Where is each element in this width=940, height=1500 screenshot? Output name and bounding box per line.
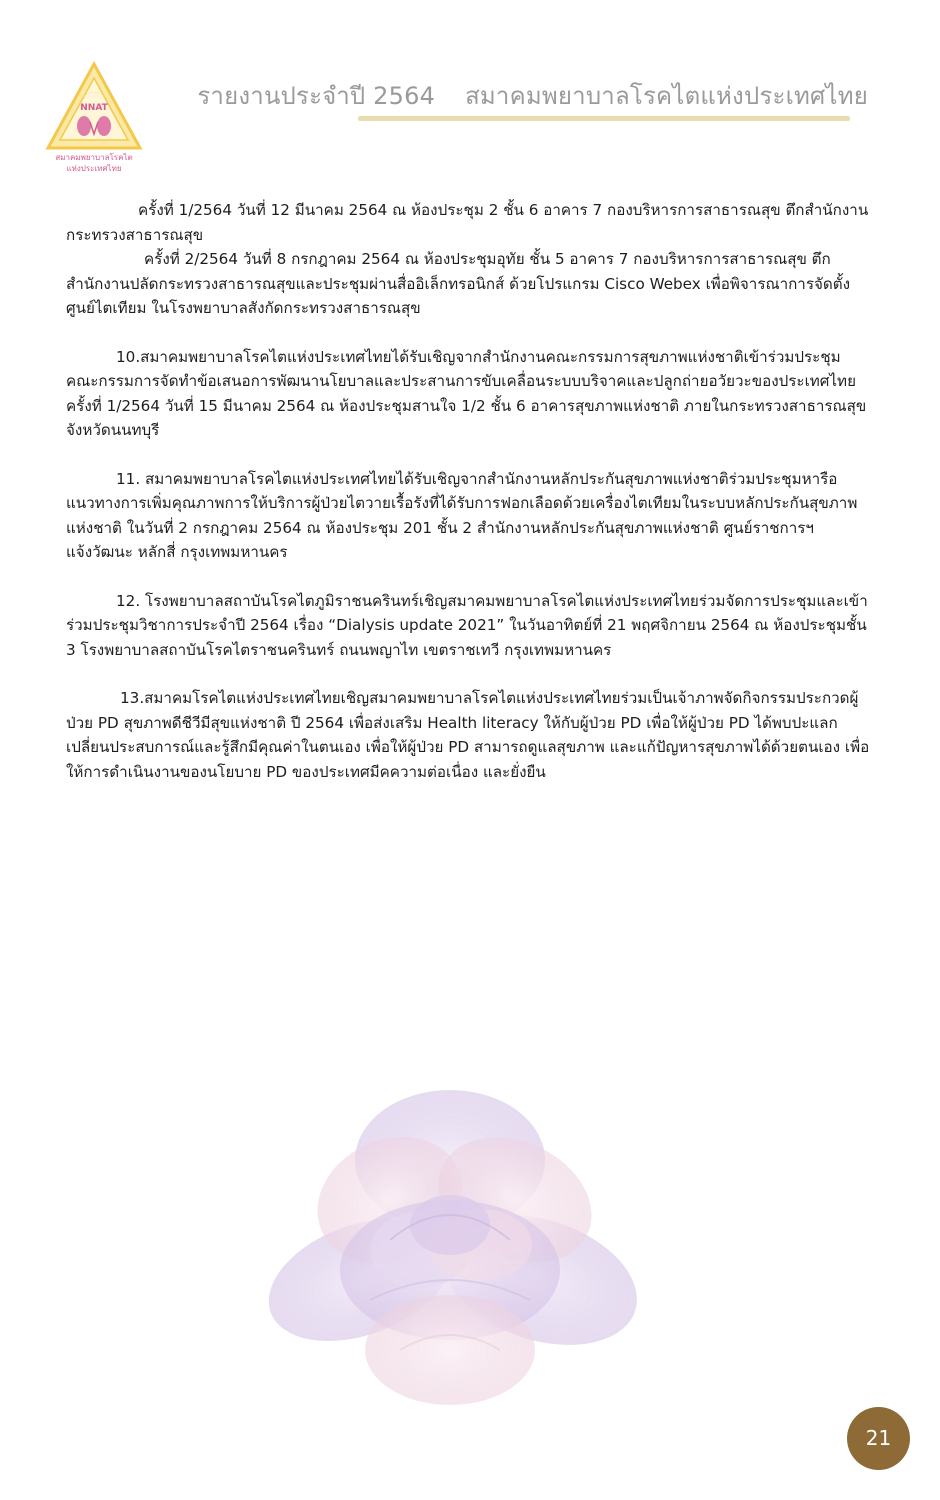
- meeting-2-paragraph: ครั้งที่ 2/2564 วันที่ 8 กรกฎาคม 2564 ณ ห้องประชุมอุทัย ชั้น 5 อาคาร 7 กองบริหารการสาธารณสุข ตึกสำนักงานปลัดกระทรวงสาธารณสุขและประชุมผ่านสื่ออิเล็กทรอนิกส์ ด้วยโปรแกรม Cisco Webex เพื่อพิจารณาการจัดตั้งศูนย์ไตเทียม ในโรงพยาบาลสังกัดกระทรวงสาธารณสุข: [66, 250, 851, 317]
- logo-caption-line-2: แห่งประเทศไทย: [66, 164, 122, 173]
- item-13-paragraph: 13.สมาคมโรคไตแห่งประเทศไทยเชิญสมาคมพยาบาลโรคไตแห่งประเทศไทยร่วมเป็นเจ้าภาพจัดกิจกรรมประกวดผู้ป่วย PD สุขภาพดีชีวีมีสุขแห่งชาติ ปี 2564 เพื่อส่งเสริม Health literacy ให้กับผู้ป่วย PD เพื่อให้ผู้ป่วย PD ได้พบปะแลกเปลี่ยนประสบการณ์และรู้สึกมีคุณค่าในตนเอง เพื่อให้ผู้ป่วย PD สามารถดูแลสุขภาพ และแก้ปัญหารสุขภาพได้ด้วยตนเอง เพื่อให้การดำเนินงานของนโยบาย PD ของประเทศมีคความต่อเนื่อง และยั่งยืน: [66, 689, 870, 781]
- left-kidney-icon: [77, 116, 91, 136]
- page-header: [197, 76, 868, 115]
- report-title: รายงานประจำปี 2564: [197, 82, 436, 110]
- organization-name: สมาคมพยาบาลโรคไตแห่งประเทศไทย: [465, 82, 868, 110]
- right-kidney-icon: [97, 116, 111, 136]
- item-10-paragraph: 10.สมาคมพยาบาลโรคไตแห่งประเทศไทยได้รับเชิญจากสำนักงานคณะกรรมการสุขภาพแห่งชาติเข้าร่วมประชุมคณะกรรมการจัดทำข้อเสนอการพัฒนานโยบาลและประสานการขับเคลื่อนระบบบริจาคและปลูกถ่ายอวัยวะของประเทศไทยครั้งที่ 1/2564 วันที่ 15 มีนาคม 2564 ณ ห้องประชุมสานใจ 1/2 ชั้น 6 อาคารสุขภาพแห่งชาติ ภายในกระทรวงสาธารณสุข จังหวัดนนทบุรี: [66, 347, 867, 439]
- logo-caption: [40, 152, 148, 174]
- watercolor-flower-icon: [240, 1050, 660, 1430]
- item-11-paragraph: 11. สมาคมพยาบาลโรคไตแห่งประเทศไทยได้รับเชิญจากสำนักงานหลักประกันสุขภาพแห่งชาติร่วมประชุมหารือแนวทางการเพิ่มคุณภาพการให้บริการผู้ป่วยไตวายเรื้อรังที่ได้รับการฟอกเลือดด้วยเครื่องไตเทียมในระบบหลักประกันสุขภาพแห่งชาติ ในวันที่ 2 กรกฎาคม 2564 ณ ห้องประชุม 201 ชั้น 2 สำนักงานหลักประกันสุขภาพแห่งชาติ ศูนย์ราชการฯ แจ้งวัฒนะ หลักสี่ กรุงเทพมหานคร: [66, 469, 858, 561]
- report-body: [66, 198, 872, 784]
- page-number-badge: 21: [847, 1407, 910, 1470]
- meeting-1-paragraph: ครั้งที่ 1/2564 วันที่ 12 มีนาคม 2564 ณ ห้องประชุม 2 ชั้น 6 อาคาร 7 กองบริหารการสาธารณสุข ตึกสำนักงานกระทรวงสาธารณสุข: [66, 201, 869, 244]
- logo-caption-line-1: สมาคมพยาบาลโรคไต: [55, 153, 133, 162]
- item-12-paragraph: 12. โรงพยาบาลสถาบันโรคไตภูมิราชนครินทร์เชิญสมาคมพยาบาลโรคไตแห่งประเทศไทยร่วมจัดการประชุมและเข้าร่วมประชุมวิชาการประจำปี 2564 เรื่อง “Dialysis update 2021” ในวันอาทิตย์ที่ 21 พฤศจิกายน 2564 ณ ห้องประชุมชั้น 3 โรงพยาบาลสถาบันโรคไตราชนครินทร์ ถนนพญาไท เขตราชเทวี กรุงเทพมหานคร: [66, 591, 868, 659]
- logo-badge-text: NNAT: [80, 103, 108, 113]
- header-divider: [358, 116, 850, 121]
